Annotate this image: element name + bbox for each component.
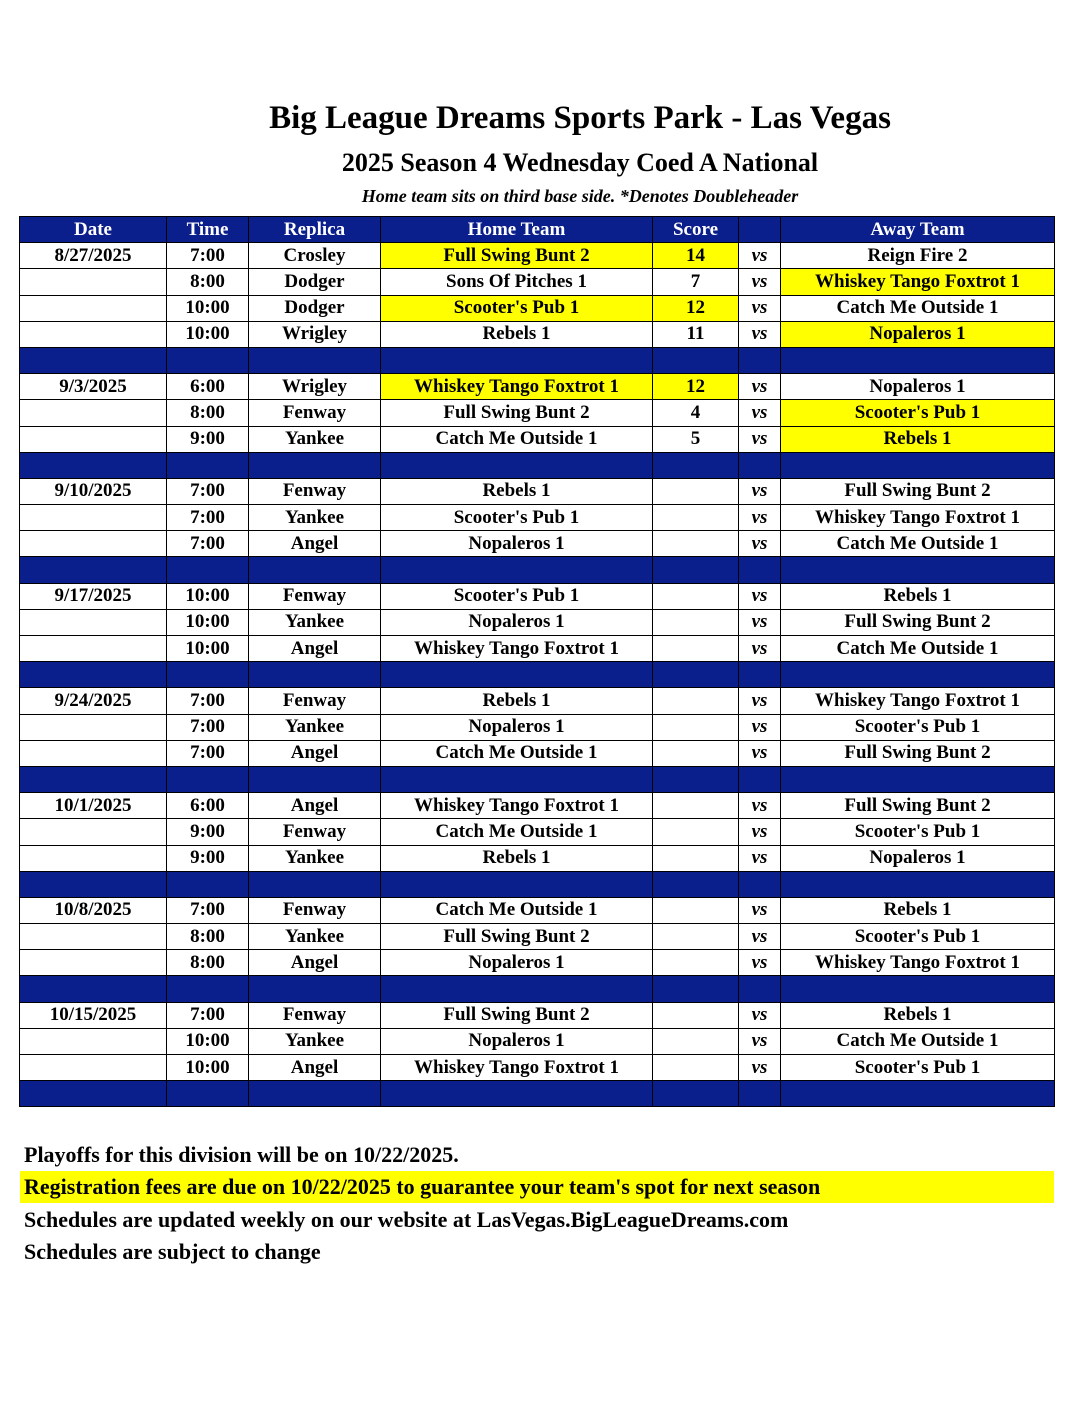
column-header-date: Date xyxy=(20,217,167,243)
field-cell: Wrigley xyxy=(249,374,381,400)
away-team-cell: Rebels 1 xyxy=(781,583,1055,609)
separator-cell xyxy=(20,662,167,688)
away-team-cell: Scooter's Pub 1 xyxy=(781,924,1055,950)
field-cell: Angel xyxy=(249,636,381,662)
vs-cell: vs xyxy=(739,1055,781,1081)
away-team-cell: Catch Me Outside 1 xyxy=(781,1028,1055,1054)
home-team-cell: Full Swing Bunt 2 xyxy=(381,924,653,950)
schedule-table xyxy=(19,216,1055,1107)
score-cell xyxy=(653,714,739,740)
away-team-cell: Reign Fire 2 xyxy=(781,243,1055,269)
score-cell xyxy=(653,845,739,871)
vs-cell: vs xyxy=(739,793,781,819)
separator-cell xyxy=(381,766,653,792)
table-row xyxy=(20,374,1055,400)
home-team-cell: Whiskey Tango Foxtrot 1 xyxy=(381,636,653,662)
date-cell xyxy=(20,321,167,347)
separator-cell xyxy=(167,452,249,478)
table-row xyxy=(20,321,1055,347)
table-row xyxy=(20,583,1055,609)
time-cell: 9:00 xyxy=(167,426,249,452)
score-cell xyxy=(653,478,739,504)
separator-row xyxy=(20,662,1055,688)
score-cell xyxy=(653,505,739,531)
column-header-replica: Replica xyxy=(249,217,381,243)
date-cell xyxy=(20,819,167,845)
separator-cell xyxy=(167,976,249,1002)
vs-cell: vs xyxy=(739,950,781,976)
vs-cell: vs xyxy=(739,688,781,714)
vs-cell: vs xyxy=(739,740,781,766)
time-cell: 10:00 xyxy=(167,636,249,662)
time-cell: 6:00 xyxy=(167,793,249,819)
date-cell: 9/17/2025 xyxy=(20,583,167,609)
separator-row xyxy=(20,871,1055,897)
away-team-cell: Full Swing Bunt 2 xyxy=(781,478,1055,504)
change-note: Schedules are subject to change xyxy=(24,1239,321,1264)
separator-cell xyxy=(249,557,381,583)
table-row xyxy=(20,688,1055,714)
time-cell: 10:00 xyxy=(167,295,249,321)
separator-cell xyxy=(167,1081,249,1107)
score-cell xyxy=(653,897,739,923)
away-team-cell: Nopaleros 1 xyxy=(781,374,1055,400)
time-cell: 7:00 xyxy=(167,897,249,923)
separator-cell xyxy=(653,976,739,1002)
field-cell: Fenway xyxy=(249,478,381,504)
field-cell: Yankee xyxy=(249,505,381,531)
field-cell: Fenway xyxy=(249,897,381,923)
home-team-cell: Whiskey Tango Foxtrot 1 xyxy=(381,1055,653,1081)
home-team-cell: Rebels 1 xyxy=(381,845,653,871)
separator-cell xyxy=(381,662,653,688)
schedule-body xyxy=(20,243,1055,1107)
home-team-cell: Nopaleros 1 xyxy=(381,714,653,740)
separator-cell xyxy=(781,347,1055,373)
separator-cell xyxy=(249,766,381,792)
vs-cell: vs xyxy=(739,505,781,531)
separator-cell xyxy=(739,557,781,583)
vs-cell: vs xyxy=(739,897,781,923)
time-cell: 8:00 xyxy=(167,950,249,976)
score-cell: 14 xyxy=(653,243,739,269)
separator-cell xyxy=(781,1081,1055,1107)
table-row xyxy=(20,426,1055,452)
time-cell: 10:00 xyxy=(167,609,249,635)
time-cell: 10:00 xyxy=(167,1028,249,1054)
table-row xyxy=(20,793,1055,819)
field-cell: Wrigley xyxy=(249,321,381,347)
field-cell: Fenway xyxy=(249,819,381,845)
vs-cell: vs xyxy=(739,924,781,950)
score-cell: 12 xyxy=(653,295,739,321)
home-team-cell: Nopaleros 1 xyxy=(381,531,653,557)
separator-cell xyxy=(249,347,381,373)
separator-cell xyxy=(20,347,167,373)
score-cell xyxy=(653,793,739,819)
time-cell: 7:00 xyxy=(167,714,249,740)
field-cell: Yankee xyxy=(249,1028,381,1054)
home-team-cell: Rebels 1 xyxy=(381,478,653,504)
score-cell xyxy=(653,609,739,635)
home-team-cell: Scooter's Pub 1 xyxy=(381,583,653,609)
separator-cell xyxy=(781,557,1055,583)
field-cell: Angel xyxy=(249,531,381,557)
home-team-cell: Nopaleros 1 xyxy=(381,950,653,976)
away-team-cell: Catch Me Outside 1 xyxy=(781,636,1055,662)
date-cell: 8/27/2025 xyxy=(20,243,167,269)
home-team-cell: Full Swing Bunt 2 xyxy=(381,400,653,426)
separator-cell xyxy=(167,766,249,792)
home-team-cell: Catch Me Outside 1 xyxy=(381,740,653,766)
away-team-cell: Scooter's Pub 1 xyxy=(781,714,1055,740)
table-row xyxy=(20,400,1055,426)
table-row xyxy=(20,478,1055,504)
time-cell: 7:00 xyxy=(167,688,249,714)
home-team-cell: Whiskey Tango Foxtrot 1 xyxy=(381,374,653,400)
separator-cell xyxy=(167,557,249,583)
separator-row xyxy=(20,976,1055,1002)
field-cell: Fenway xyxy=(249,688,381,714)
home-team-cell: Full Swing Bunt 2 xyxy=(381,1002,653,1028)
score-cell xyxy=(653,740,739,766)
vs-cell: vs xyxy=(739,531,781,557)
date-cell xyxy=(20,714,167,740)
vs-cell: vs xyxy=(739,426,781,452)
home-team-cell: Rebels 1 xyxy=(381,321,653,347)
schedule-note: Home team sits on third base side. *Denotes Doubleheader xyxy=(361,186,799,206)
table-row xyxy=(20,740,1055,766)
score-cell: 7 xyxy=(653,269,739,295)
time-cell: 8:00 xyxy=(167,269,249,295)
score-cell: 11 xyxy=(653,321,739,347)
column-header-away-team: Away Team xyxy=(781,217,1055,243)
time-cell: 7:00 xyxy=(167,1002,249,1028)
table-row xyxy=(20,1028,1055,1054)
separator-cell xyxy=(381,557,653,583)
date-cell xyxy=(20,740,167,766)
field-cell: Yankee xyxy=(249,714,381,740)
date-cell xyxy=(20,924,167,950)
away-team-cell: Catch Me Outside 1 xyxy=(781,295,1055,321)
vs-cell: vs xyxy=(739,400,781,426)
table-row xyxy=(20,609,1055,635)
away-team-cell: Rebels 1 xyxy=(781,897,1055,923)
column-header-score: Score xyxy=(653,217,739,243)
score-cell xyxy=(653,950,739,976)
separator-cell xyxy=(739,662,781,688)
date-cell xyxy=(20,400,167,426)
separator-cell xyxy=(653,871,739,897)
page-title: Big League Dreams Sports Park - Las Vegas xyxy=(269,100,891,136)
vs-cell: vs xyxy=(739,583,781,609)
separator-cell xyxy=(249,1081,381,1107)
time-cell: 10:00 xyxy=(167,321,249,347)
away-team-cell: Whiskey Tango Foxtrot 1 xyxy=(781,688,1055,714)
separator-cell xyxy=(781,871,1055,897)
score-cell: 12 xyxy=(653,374,739,400)
separator-cell xyxy=(381,1081,653,1107)
table-header-row xyxy=(20,217,1055,243)
away-team-cell: Nopaleros 1 xyxy=(781,321,1055,347)
date-cell xyxy=(20,269,167,295)
table-row xyxy=(20,269,1055,295)
separator-cell xyxy=(20,452,167,478)
score-cell: 5 xyxy=(653,426,739,452)
away-team-cell: Full Swing Bunt 2 xyxy=(781,609,1055,635)
vs-cell: vs xyxy=(739,1002,781,1028)
field-cell: Dodger xyxy=(249,295,381,321)
separator-row xyxy=(20,347,1055,373)
field-cell: Yankee xyxy=(249,426,381,452)
field-cell: Crosley xyxy=(249,243,381,269)
away-team-cell: Scooter's Pub 1 xyxy=(781,400,1055,426)
date-cell xyxy=(20,531,167,557)
table-row xyxy=(20,243,1055,269)
website-note: Schedules are updated weekly on our website at LasVegas.BigLeagueDreams.com xyxy=(24,1207,789,1232)
time-cell: 7:00 xyxy=(167,531,249,557)
away-team-cell: Scooter's Pub 1 xyxy=(781,1055,1055,1081)
home-team-cell: Nopaleros 1 xyxy=(381,609,653,635)
home-team-cell: Catch Me Outside 1 xyxy=(381,819,653,845)
time-cell: 7:00 xyxy=(167,243,249,269)
separator-cell xyxy=(20,766,167,792)
separator-cell xyxy=(739,871,781,897)
separator-cell xyxy=(381,347,653,373)
separator-cell xyxy=(653,662,739,688)
date-cell xyxy=(20,950,167,976)
separator-cell xyxy=(653,1081,739,1107)
separator-cell xyxy=(781,662,1055,688)
home-team-cell: Full Swing Bunt 2 xyxy=(381,243,653,269)
time-cell: 7:00 xyxy=(167,505,249,531)
field-cell: Yankee xyxy=(249,845,381,871)
separator-cell xyxy=(739,347,781,373)
separator-cell xyxy=(167,662,249,688)
separator-cell xyxy=(20,976,167,1002)
separator-row xyxy=(20,557,1055,583)
separator-cell xyxy=(381,976,653,1002)
separator-cell xyxy=(249,452,381,478)
away-team-cell: Whiskey Tango Foxtrot 1 xyxy=(781,269,1055,295)
score-cell xyxy=(653,688,739,714)
column-header-time: Time xyxy=(167,217,249,243)
date-cell xyxy=(20,609,167,635)
date-cell xyxy=(20,426,167,452)
separator-cell xyxy=(20,871,167,897)
table-row xyxy=(20,636,1055,662)
score-cell xyxy=(653,924,739,950)
time-cell: 10:00 xyxy=(167,1055,249,1081)
time-cell: 10:00 xyxy=(167,583,249,609)
vs-cell: vs xyxy=(739,636,781,662)
table-row xyxy=(20,924,1055,950)
away-team-cell: Whiskey Tango Foxtrot 1 xyxy=(781,950,1055,976)
vs-cell: vs xyxy=(739,243,781,269)
vs-cell: vs xyxy=(739,714,781,740)
date-cell xyxy=(20,1028,167,1054)
separator-cell xyxy=(781,452,1055,478)
separator-cell xyxy=(653,557,739,583)
time-cell: 8:00 xyxy=(167,400,249,426)
separator-cell xyxy=(781,976,1055,1002)
separator-row xyxy=(20,1081,1055,1107)
date-cell: 10/8/2025 xyxy=(20,897,167,923)
vs-cell: vs xyxy=(739,478,781,504)
vs-cell: vs xyxy=(739,295,781,321)
table-row xyxy=(20,295,1055,321)
date-cell xyxy=(20,636,167,662)
vs-cell: vs xyxy=(739,374,781,400)
date-cell: 9/24/2025 xyxy=(20,688,167,714)
table-row xyxy=(20,897,1055,923)
vs-cell: vs xyxy=(739,321,781,347)
home-team-cell: Rebels 1 xyxy=(381,688,653,714)
away-team-cell: Full Swing Bunt 2 xyxy=(781,740,1055,766)
score-cell xyxy=(653,636,739,662)
table-row xyxy=(20,845,1055,871)
vs-cell: vs xyxy=(739,845,781,871)
field-cell: Angel xyxy=(249,1055,381,1081)
separator-cell xyxy=(249,871,381,897)
vs-cell: vs xyxy=(739,819,781,845)
score-cell xyxy=(653,583,739,609)
time-cell: 7:00 xyxy=(167,478,249,504)
vs-cell: vs xyxy=(739,609,781,635)
date-cell: 9/10/2025 xyxy=(20,478,167,504)
table-row xyxy=(20,714,1055,740)
separator-cell xyxy=(167,871,249,897)
away-team-cell: Whiskey Tango Foxtrot 1 xyxy=(781,505,1055,531)
home-team-cell: Whiskey Tango Foxtrot 1 xyxy=(381,793,653,819)
separator-cell xyxy=(739,452,781,478)
score-cell xyxy=(653,1028,739,1054)
separator-cell xyxy=(739,976,781,1002)
away-team-cell: Rebels 1 xyxy=(781,426,1055,452)
home-team-cell: Sons Of Pitches 1 xyxy=(381,269,653,295)
table-row xyxy=(20,950,1055,976)
separator-cell xyxy=(20,557,167,583)
vs-cell: vs xyxy=(739,1028,781,1054)
separator-cell xyxy=(653,452,739,478)
separator-cell xyxy=(653,766,739,792)
home-team-cell: Catch Me Outside 1 xyxy=(381,426,653,452)
field-cell: Fenway xyxy=(249,400,381,426)
separator-cell xyxy=(739,766,781,792)
separator-cell xyxy=(739,1081,781,1107)
vs-cell: vs xyxy=(739,269,781,295)
field-cell: Angel xyxy=(249,793,381,819)
date-cell xyxy=(20,845,167,871)
away-team-cell: Full Swing Bunt 2 xyxy=(781,793,1055,819)
separator-row xyxy=(20,452,1055,478)
field-cell: Dodger xyxy=(249,269,381,295)
date-cell: 10/15/2025 xyxy=(20,1002,167,1028)
score-cell xyxy=(653,1002,739,1028)
table-row xyxy=(20,505,1055,531)
column-header-vs xyxy=(739,217,781,243)
separator-cell xyxy=(381,452,653,478)
separator-cell xyxy=(781,766,1055,792)
column-header-home-team: Home Team xyxy=(381,217,653,243)
date-cell xyxy=(20,1055,167,1081)
time-cell: 9:00 xyxy=(167,819,249,845)
field-cell: Fenway xyxy=(249,1002,381,1028)
home-team-cell: Scooter's Pub 1 xyxy=(381,295,653,321)
separator-cell xyxy=(249,662,381,688)
field-cell: Angel xyxy=(249,740,381,766)
page-subtitle: 2025 Season 4 Wednesday Coed A National xyxy=(341,148,819,177)
away-team-cell: Catch Me Outside 1 xyxy=(781,531,1055,557)
score-cell xyxy=(653,819,739,845)
score-cell xyxy=(653,1055,739,1081)
field-cell: Angel xyxy=(249,950,381,976)
table-row xyxy=(20,1055,1055,1081)
separator-cell xyxy=(20,1081,167,1107)
time-cell: 9:00 xyxy=(167,845,249,871)
date-cell: 10/1/2025 xyxy=(20,793,167,819)
time-cell: 7:00 xyxy=(167,740,249,766)
separator-cell xyxy=(653,347,739,373)
home-team-cell: Catch Me Outside 1 xyxy=(381,897,653,923)
score-cell: 4 xyxy=(653,400,739,426)
home-team-cell: Scooter's Pub 1 xyxy=(381,505,653,531)
separator-row xyxy=(20,766,1055,792)
home-team-cell: Nopaleros 1 xyxy=(381,1028,653,1054)
separator-cell xyxy=(249,976,381,1002)
table-row xyxy=(20,819,1055,845)
away-team-cell: Scooter's Pub 1 xyxy=(781,819,1055,845)
field-cell: Fenway xyxy=(249,583,381,609)
time-cell: 6:00 xyxy=(167,374,249,400)
date-cell: 9/3/2025 xyxy=(20,374,167,400)
away-team-cell: Rebels 1 xyxy=(781,1002,1055,1028)
field-cell: Yankee xyxy=(249,924,381,950)
separator-cell xyxy=(167,347,249,373)
playoffs-note: Playoffs for this division will be on 10/22/2025. xyxy=(24,1142,459,1167)
separator-cell xyxy=(381,871,653,897)
date-cell xyxy=(20,295,167,321)
date-cell xyxy=(20,505,167,531)
away-team-cell: Nopaleros 1 xyxy=(781,845,1055,871)
time-cell: 8:00 xyxy=(167,924,249,950)
field-cell: Yankee xyxy=(249,609,381,635)
score-cell xyxy=(653,531,739,557)
table-row xyxy=(20,1002,1055,1028)
table-row xyxy=(20,531,1055,557)
registration-note: Registration fees are due on 10/22/2025 to guarantee your team's spot for next season xyxy=(24,1174,821,1199)
